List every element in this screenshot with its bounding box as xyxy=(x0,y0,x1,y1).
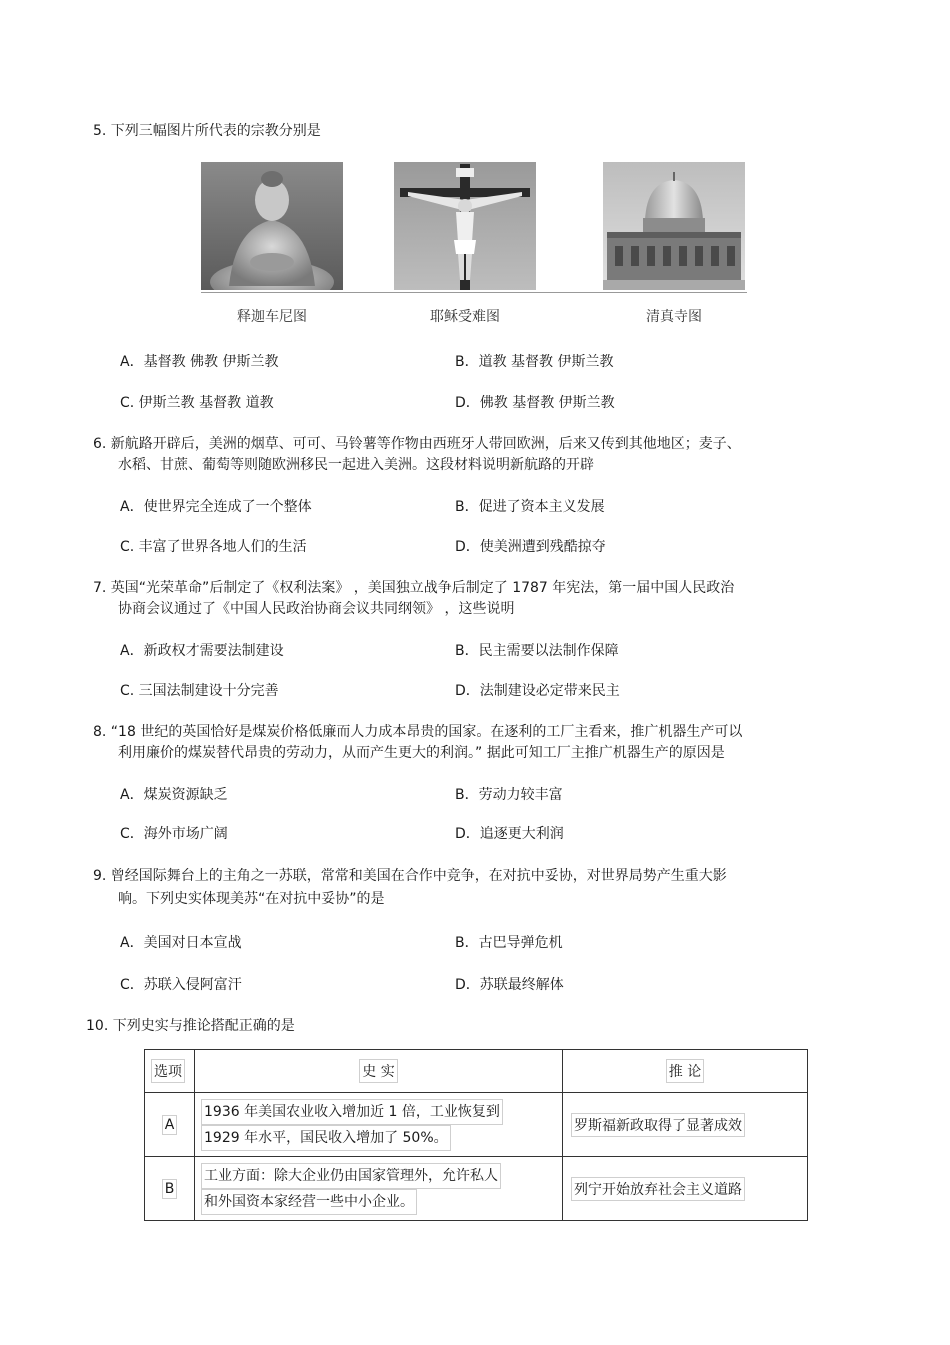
row-b-fact-line2: 和外国资本家经营一些中小企业。 xyxy=(201,1189,417,1215)
row-a-fact-line1: 1936 年美国农业收入增加近 1 倍，工业恢复到 xyxy=(201,1099,503,1125)
caption-mosque: 清真寺图 xyxy=(646,309,702,325)
question-8-line2: 利用廉价的煤炭替代昂贵的劳动力，从而产生更大的利润。” 据此可知工厂主推广机器生产的原因是 xyxy=(118,745,725,761)
header-option: 选项 xyxy=(151,1059,185,1083)
crucifix-image xyxy=(394,162,536,290)
q9-option-b: B．古巴导弹危机 xyxy=(455,935,563,951)
question-5-stem: 5. 下列三幅图片所代表的宗教分别是 xyxy=(93,123,321,139)
q6-option-d: D．使美洲遭到残酷掠夺 xyxy=(455,539,606,555)
question-10-stem: 10. 下列史实与推论搭配正确的是 xyxy=(86,1018,295,1034)
q8-option-c: C．海外市场广阔 xyxy=(120,826,228,842)
row-b-inference: 列宁开始放弃社会主义道路 xyxy=(571,1177,745,1201)
header-fact: 史 实 xyxy=(359,1059,397,1083)
question-6-line2: 水稻、甘蔗、葡萄等则随欧洲移民一起进入美洲。这段材料说明新航路的开辟 xyxy=(118,457,594,473)
religion-images xyxy=(201,162,747,324)
mosque-image xyxy=(603,162,745,290)
row-option-b: B xyxy=(162,1179,178,1199)
question-6-line1: 6. 新航路开辟后，美洲的烟草、可可、马铃薯等作物由西班牙人带回欧洲，后来又传到其他地区；麦子、 xyxy=(93,436,741,452)
q7-option-d: D．法制建设必定带来民主 xyxy=(455,683,620,699)
q6-option-c: C. 丰富了世界各地人们的生活 xyxy=(120,539,307,555)
q6-option-b: B．促进了资本主义发展 xyxy=(455,499,605,515)
q8-option-a: A．煤炭资源缺乏 xyxy=(120,787,228,803)
q7-option-a: A．新政权才需要法制建设 xyxy=(120,643,284,659)
q7-option-c: C. 三国法制建设十分完善 xyxy=(120,683,279,699)
row-b-fact-line1: 工业方面：除大企业仍由国家管理外，允许私人 xyxy=(201,1163,501,1189)
q9-option-c: C．苏联入侵阿富汗 xyxy=(120,977,242,993)
question-7-line2: 协商会议通过了《中国人民政治协商会议共同纲领》 ，这些说明 xyxy=(118,601,515,617)
q5-option-b: B．道教 基督教 伊斯兰教 xyxy=(455,354,614,370)
row-a-inference: 罗斯福新政取得了显著成效 xyxy=(571,1113,745,1137)
question-9-line2: 响。下列史实体现美苏“在对抗中妥协”的是 xyxy=(118,891,385,907)
table-row xyxy=(145,1157,808,1221)
caption-crucifixion: 耶稣受难图 xyxy=(430,309,500,325)
table-header-row xyxy=(145,1050,808,1093)
caption-buddha: 释迦车尼图 xyxy=(237,309,307,325)
history-inference-table xyxy=(144,1049,808,1221)
question-7-line1: 7. 英国“光荣革命”后制定了《权利法案》 ，美国独立战争后制定了 1787 年宪法，第一届中国人民政治 xyxy=(93,580,735,596)
row-a-fact-line2: 1929 年水平，国民收入增加了 50%。 xyxy=(201,1125,451,1151)
question-8-line1: 8. “18 世纪的英国恰好是煤炭价格低廉而人力成本昂贵的国家。在逐利的工厂主看来，推广机器生产可以 xyxy=(93,724,743,740)
q5-option-a: A．基督教 佛教 伊斯兰教 xyxy=(120,354,279,370)
q5-option-d: D．佛教 基督教 伊斯兰教 xyxy=(455,395,615,411)
q9-option-a: A．美国对日本宣战 xyxy=(120,935,242,951)
q9-option-d: D．苏联最终解体 xyxy=(455,977,564,993)
q5-option-c: C. 伊斯兰教 基督教 道教 xyxy=(120,395,274,411)
buddha-image xyxy=(201,162,343,290)
q6-option-a: A．使世界完全连成了一个整体 xyxy=(120,499,312,515)
header-inference: 推 论 xyxy=(666,1059,704,1083)
row-option-a: A xyxy=(162,1115,178,1135)
q8-option-d: D．追逐更大利润 xyxy=(455,826,564,842)
table-row xyxy=(145,1093,808,1157)
q7-option-b: B．民主需要以法制作保障 xyxy=(455,643,619,659)
q8-option-b: B．劳动力较丰富 xyxy=(455,787,563,803)
question-9-line1: 9. 曾经国际舞台上的主角之一苏联，常常和美国在合作中竞争，在对抗中妥协，对世界局势产生重大影 xyxy=(93,868,727,884)
